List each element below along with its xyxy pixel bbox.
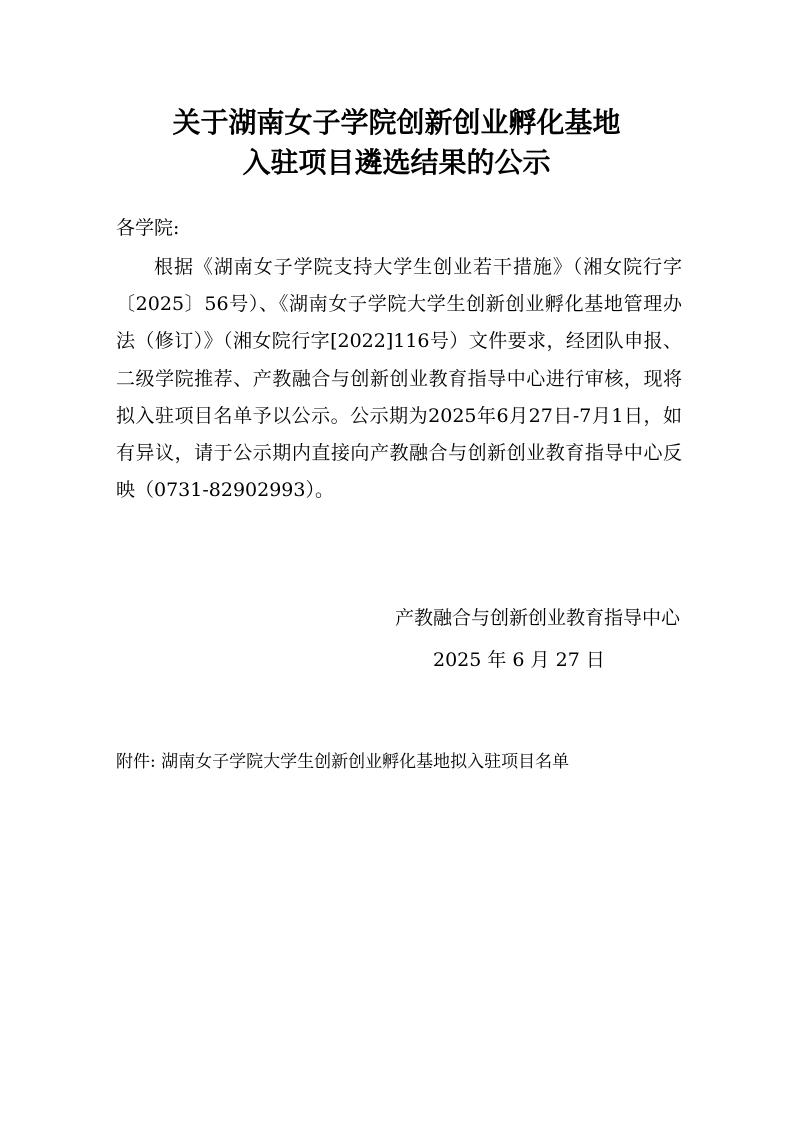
body-text xyxy=(116,249,682,509)
salutation: 各学院: xyxy=(116,217,180,239)
title-line-2: 入驻项目遴选结果的公示 xyxy=(242,146,551,179)
document-title xyxy=(0,103,793,183)
body-paragraph: 根据《湖南女子学院支持大学生创业若干措施》（湘女院行字〔2025〕56号）、《湖南女子学院大学生创新创业孵化基地管理办法（修订）》（湘女院行字[2022]116号）文件要求，经团队申报、二级学院推荐、产教融合与创新创业教育指导中心进行审核，现将拟入驻项目名单予以公示。公示期为2025年6月27日-7月1日，如有异议，请于公示期内直接向产教融合与创新创业教育指导中心反映（0731-82902993）。 xyxy=(116,256,682,502)
attachment-note: 附件: 湖南女子学院大学生创新创业孵化基地拟入驻项目名单 xyxy=(116,752,570,772)
title-line-1: 关于湖南女子学院创新创业孵化基地 xyxy=(172,106,621,139)
signature-org: 产教融合与创新创业教育指导中心 xyxy=(394,607,680,629)
signature-date: 2025 年 6 月 27 日 xyxy=(433,649,605,671)
